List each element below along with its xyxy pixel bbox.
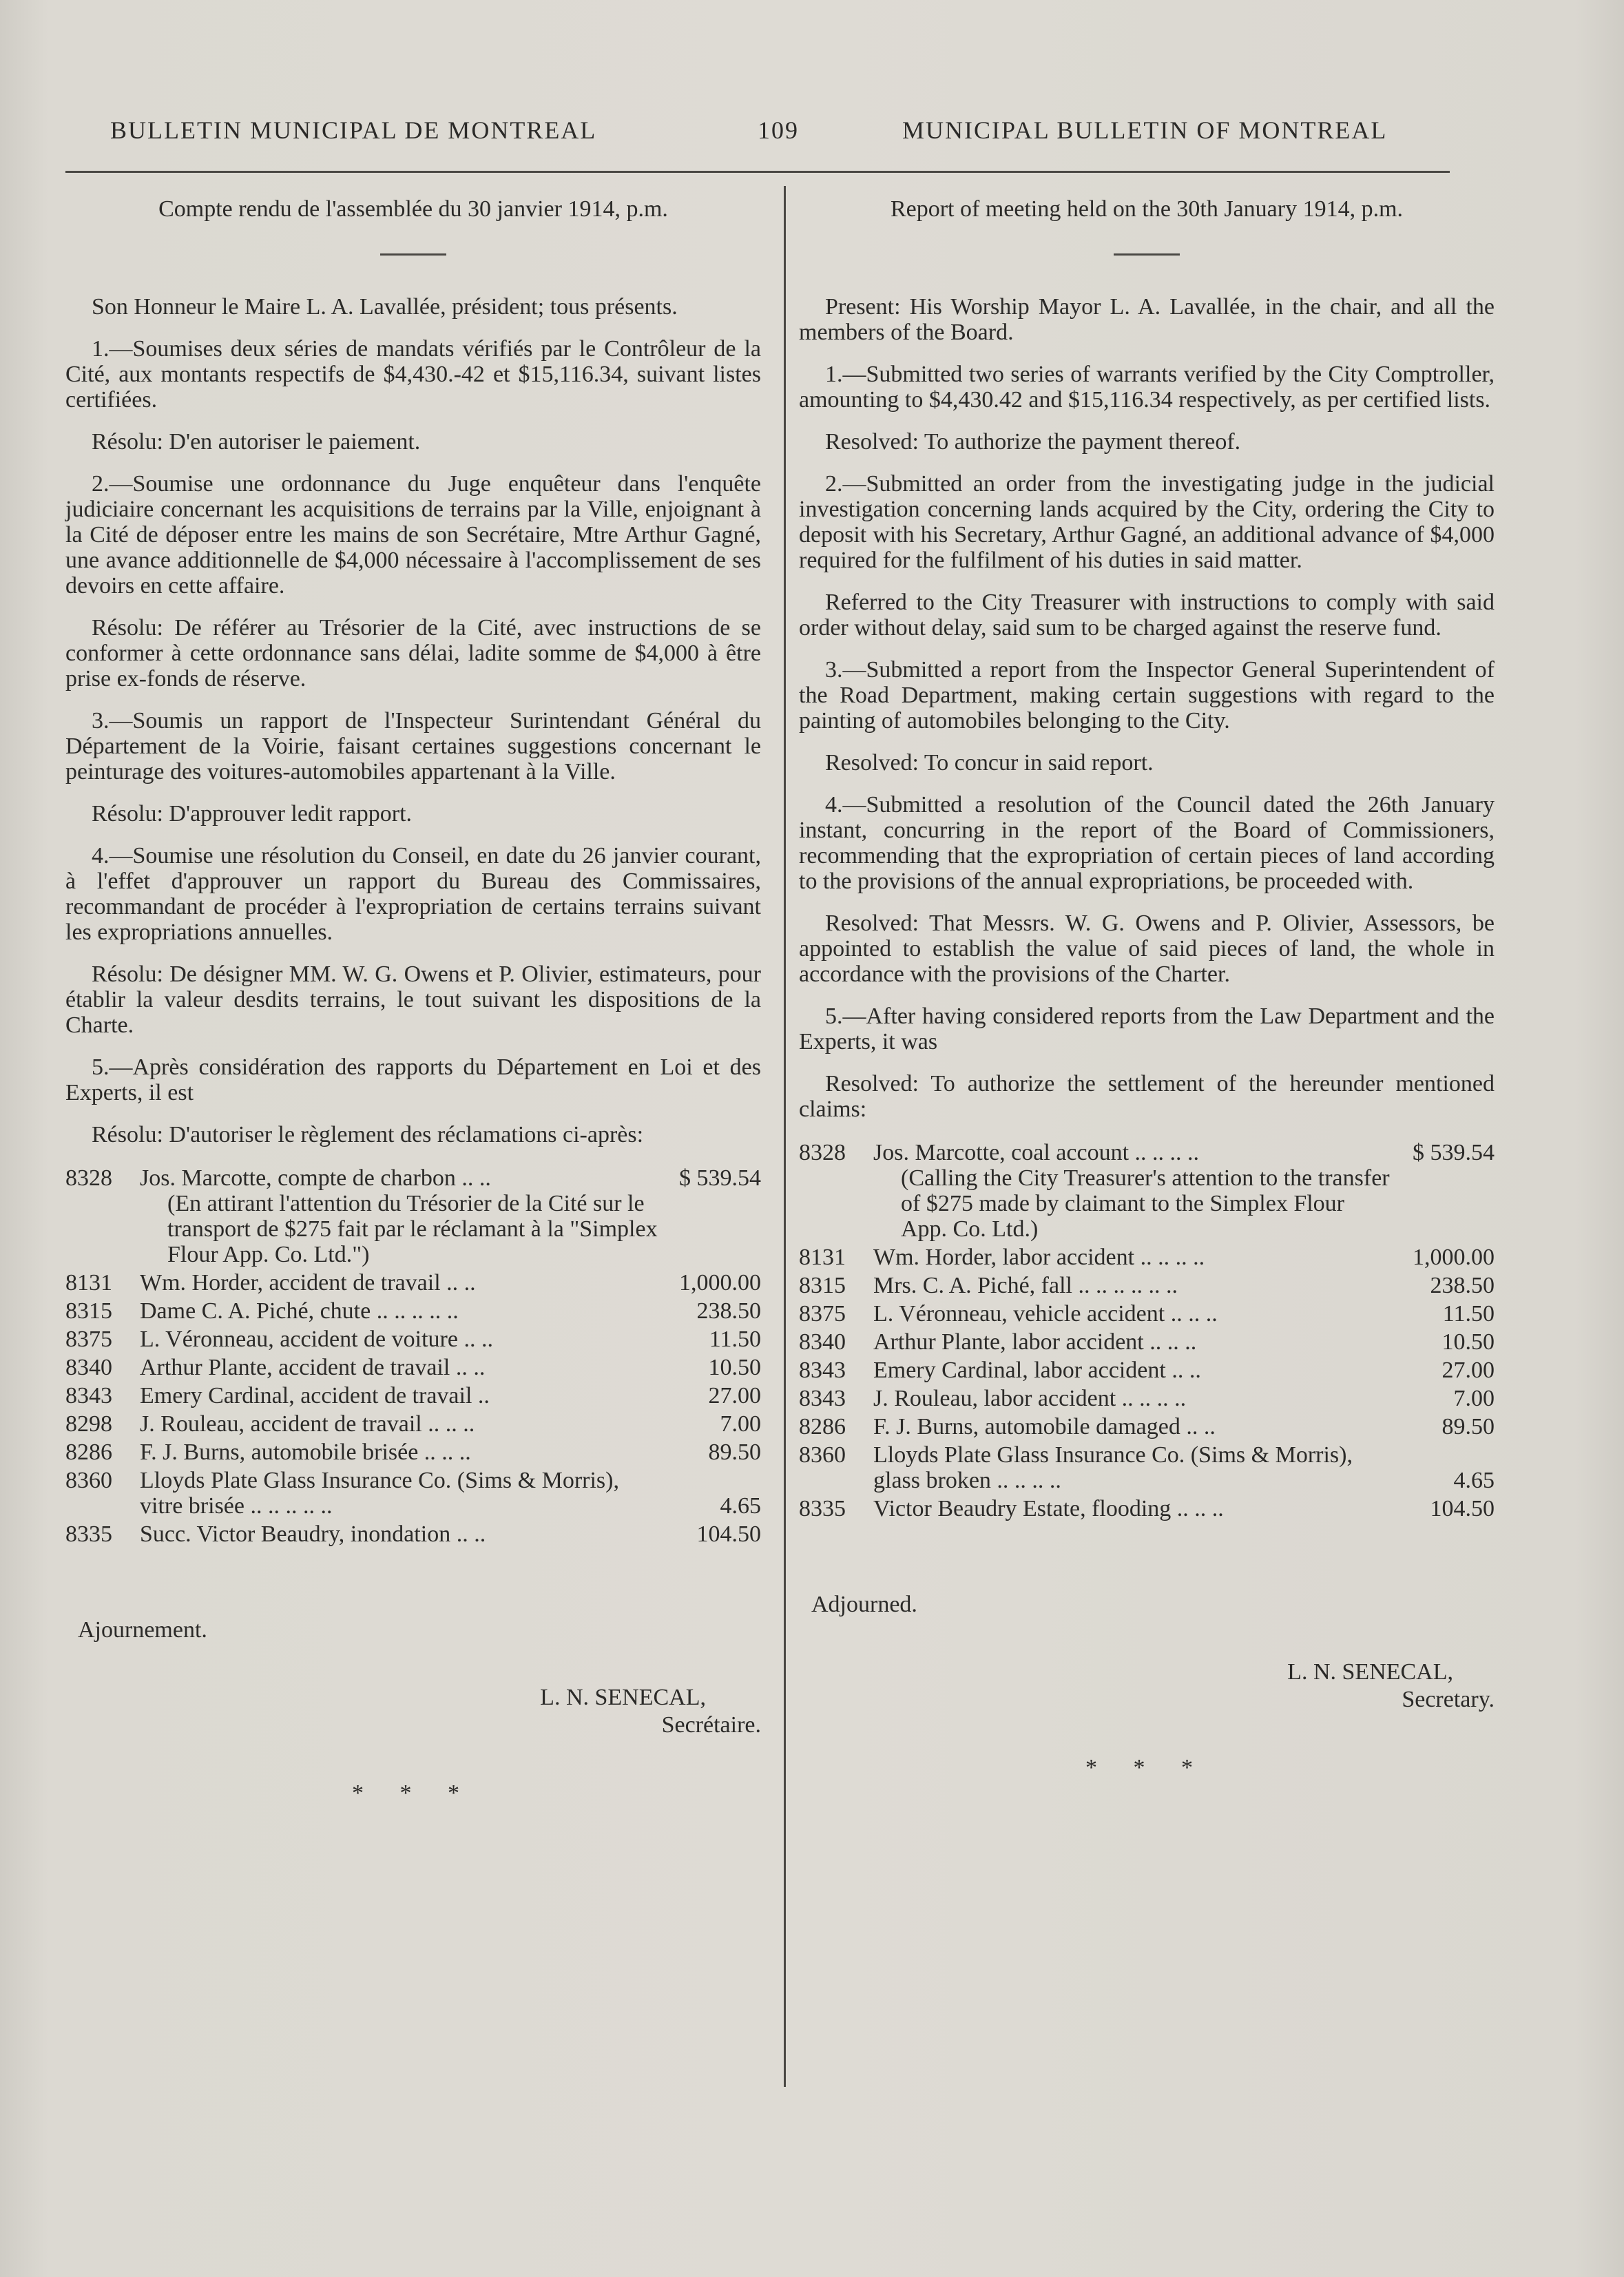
header-right-title: MUNICIPAL BULLETIN OF MONTREAL bbox=[902, 116, 1388, 144]
claim-description: Jos. Marcotte, coal account .. .. .. .. bbox=[873, 1140, 1200, 1165]
table-row bbox=[65, 1269, 761, 1297]
table-row bbox=[799, 1243, 1495, 1271]
claim-amount: 238.50 bbox=[696, 1298, 761, 1324]
table-row bbox=[799, 1271, 1495, 1300]
claim-number: 8343 bbox=[65, 1383, 112, 1408]
claim-number: 8360 bbox=[799, 1442, 846, 1468]
claim-description: J. Rouleau, labor accident .. .. .. .. bbox=[873, 1386, 1187, 1411]
table-row bbox=[799, 1328, 1495, 1356]
claim-amount: 104.50 bbox=[1430, 1496, 1495, 1521]
claim-number: 8335 bbox=[799, 1496, 846, 1521]
claim-amount: 1,000.00 bbox=[1413, 1245, 1495, 1270]
page-number: 109 bbox=[758, 116, 799, 144]
table-row bbox=[65, 1325, 761, 1353]
en-signature-title: Secretary. bbox=[1402, 1687, 1495, 1712]
claim-amount: 10.50 bbox=[708, 1355, 761, 1380]
claim-number: 8131 bbox=[799, 1245, 846, 1270]
en-resolution-4: Resolved: That Messrs. W. G. Owens and P. Olivier, Assessors, be appointed to establish the value of said pieces of land, the whole in accordance with the provisions of the Charter. bbox=[799, 911, 1495, 987]
claim-description: Emery Cardinal, labor accident .. .. bbox=[873, 1358, 1201, 1383]
claim-number: 8328 bbox=[799, 1140, 846, 1165]
en-item-1: 1.—Submitted two series of warrants verified by the City Comptroller, amounting to $4,430.42 and $15,116.34 respectively, as per certified lists. bbox=[799, 362, 1495, 413]
table-row bbox=[65, 1438, 761, 1466]
claim-description: Dame C. A. Piché, chute .. .. .. .. .. bbox=[140, 1298, 459, 1324]
claim-amount: 89.50 bbox=[708, 1439, 761, 1465]
claim-number: 8340 bbox=[799, 1329, 846, 1355]
en-section-stars: * * * bbox=[1085, 1755, 1208, 1780]
claim-number: 8343 bbox=[799, 1386, 846, 1411]
claim-description: Emery Cardinal, accident de travail .. bbox=[140, 1383, 490, 1408]
claim-number: 8315 bbox=[65, 1298, 112, 1324]
claim-number: 8375 bbox=[799, 1301, 846, 1327]
claim-description: J. Rouleau, accident de travail .. .. .. bbox=[140, 1411, 475, 1437]
claim-description: F. J. Burns, automobile brisée .. .. .. bbox=[140, 1439, 471, 1465]
en-item-4: 4.—Submitted a resolution of the Council dated the 26th January instant, concurring in the report of the Board of Commissioners, recommending that the expropriation of certain pieces of land according to the provisions of the annual expropriations, be proceeded with. bbox=[799, 792, 1495, 894]
fr-meeting-title: Compte rendu de l'assemblée du 30 janvier 1914, p.m. bbox=[158, 196, 668, 222]
fr-adjournment: Ajournement. bbox=[78, 1617, 207, 1643]
claim-amount: 89.50 bbox=[1441, 1414, 1495, 1439]
fr-item-5: 5.—Après considération des rapports du Département en Loi et des Experts, il est bbox=[65, 1054, 761, 1105]
table-row bbox=[65, 1520, 761, 1548]
en-title-rule bbox=[1114, 253, 1180, 256]
claim-number: 8343 bbox=[799, 1358, 846, 1383]
fr-item-1: 1.—Soumises deux séries de mandats vérifiés par le Contrôleur de la Cité, aux montants respectifs de $4,430.-42 et $15,116.34, suivant listes certifiées. bbox=[65, 336, 761, 413]
en-meeting-title: Report of meeting held on the 30th January 1914, p.m. bbox=[890, 196, 1404, 222]
en-signature: L. N. SENECAL, bbox=[1287, 1659, 1453, 1685]
claim-amount: 1,000.00 bbox=[679, 1270, 761, 1296]
french-column bbox=[65, 196, 761, 1806]
claim-description: Lloyds Plate Glass Insurance Co. (Sims & Morris), vitre brisée .. .. .. .. .. bbox=[140, 1468, 619, 1519]
claim-description: Lloyds Plate Glass Insurance Co. (Sims & Morris), glass broken .. .. .. .. bbox=[873, 1442, 1353, 1493]
claim-amount: 7.00 bbox=[1453, 1386, 1495, 1411]
claim-note: (Calling the City Treasurer's attention to the transfer of $275 made by claimant to the Simplex Flour App. Co. Ltd.) bbox=[901, 1165, 1390, 1242]
fr-resolution-4: Résolu: De désigner MM. W. G. Owens et P. Olivier, estimateurs, pour établir la valeur desdits terrains, le tout suivant les dispositions de la Charte. bbox=[65, 961, 761, 1038]
fr-resolution-2: Résolu: De référer au Trésorier de la Cité, avec instructions de se conformer à cette ordonnance sans délai, ladite somme de $4,000 à être prise ex-fonds de réserve. bbox=[65, 615, 761, 692]
fr-claims-table bbox=[65, 1164, 761, 1548]
table-row bbox=[799, 1300, 1495, 1328]
table-row bbox=[65, 1297, 761, 1325]
claim-description: L. Véronneau, vehicle accident .. .. .. bbox=[873, 1301, 1218, 1327]
table-row bbox=[799, 1138, 1495, 1243]
claim-amount: $ 539.54 bbox=[679, 1165, 761, 1191]
claim-amount: 27.00 bbox=[1441, 1358, 1495, 1383]
en-intro: Present: His Worship Mayor L. A. Lavallée, in the chair, and all the members of the Board. bbox=[799, 294, 1495, 345]
fr-item-2: 2.—Soumise une ordonnance du Juge enquêteur dans l'enquête judiciaire concernant les acquisitions de terrains par la Ville, enjoignant à la Cité de déposer entre les mains de son Secrétaire, Mtre Arthur Gagné, une avance additionnelle de $4,000 nécessaire à l'accomplissement de ses devoirs en cette affaire. bbox=[65, 471, 761, 599]
claim-amount: 7.00 bbox=[720, 1411, 761, 1437]
claim-number: 8286 bbox=[65, 1439, 112, 1465]
table-row bbox=[65, 1382, 761, 1410]
claim-description: F. J. Burns, automobile damaged .. .. bbox=[873, 1414, 1216, 1439]
table-row bbox=[799, 1413, 1495, 1441]
table-row bbox=[799, 1384, 1495, 1413]
fr-item-4: 4.—Soumise une résolution du Conseil, en date du 26 janvier courant, à l'effet d'approuver un rapport du Bureau des Commissaires, recommandant de procéder à l'expropriation de certains terrains suivant les expropriations annuelles. bbox=[65, 843, 761, 945]
claim-number: 8375 bbox=[65, 1327, 112, 1352]
claim-amount: 104.50 bbox=[696, 1521, 761, 1547]
en-item-5: 5.—After having considered reports from the Law Department and the Experts, it was bbox=[799, 1004, 1495, 1054]
claim-amount: 27.00 bbox=[708, 1383, 761, 1408]
claim-number: 8298 bbox=[65, 1411, 112, 1437]
claim-number: 8131 bbox=[65, 1270, 112, 1296]
table-row bbox=[65, 1410, 761, 1438]
claim-amount: 11.50 bbox=[1442, 1301, 1495, 1327]
en-resolution-5: Resolved: To authorize the settlement of the hereunder mentioned claims: bbox=[799, 1071, 1495, 1122]
claim-number: 8340 bbox=[65, 1355, 112, 1380]
claim-description: Wm. Horder, labor accident .. .. .. .. bbox=[873, 1245, 1205, 1270]
en-claims-table bbox=[799, 1138, 1495, 1523]
claim-description: Mrs. C. A. Piché, fall .. .. .. .. .. .. bbox=[873, 1273, 1178, 1298]
claim-number: 8335 bbox=[65, 1521, 112, 1547]
fr-section-stars: * * * bbox=[352, 1780, 475, 1806]
fr-intro: Son Honneur le Maire L. A. Lavallée, président; tous présents. bbox=[92, 294, 678, 320]
claim-description: Arthur Plante, accident de travail .. .. bbox=[140, 1355, 486, 1380]
claim-note: (En attirant l'attention du Trésorier de la Cité sur le transport de $275 fait par le réclamant à la "Simplex Flour App. Co. Ltd.") bbox=[167, 1191, 658, 1267]
en-resolution-3: Resolved: To concur in said report. bbox=[825, 750, 1154, 776]
en-resolution-1: Resolved: To authorize the payment thereof. bbox=[825, 429, 1241, 455]
fr-item-3: 3.—Soumis un rapport de l'Inspecteur Surintendant Général du Département de la Voirie, faisant certaines suggestions concernant le peinturage des voitures-automobiles appartenant à la Ville. bbox=[65, 708, 761, 784]
claim-amount: 4.65 bbox=[720, 1493, 761, 1519]
fr-signature: L. N. SENECAL, bbox=[540, 1685, 706, 1710]
fr-resolution-3: Résolu: D'approuver ledit rapport. bbox=[92, 801, 413, 826]
claim-description: Arthur Plante, labor accident .. .. .. bbox=[873, 1329, 1197, 1355]
header-divider bbox=[65, 171, 1450, 173]
table-row bbox=[799, 1495, 1495, 1523]
en-resolution-2: Referred to the City Treasurer with instructions to comply with said order without delay, said sum to be charged against the reserve fund. bbox=[799, 590, 1495, 641]
claim-description: Jos. Marcotte, compte de charbon .. .. bbox=[140, 1165, 491, 1191]
claim-amount: $ 539.54 bbox=[1413, 1140, 1495, 1165]
en-signature-block bbox=[799, 1659, 1495, 1714]
claim-amount: 238.50 bbox=[1430, 1273, 1495, 1298]
claim-number: 8328 bbox=[65, 1165, 112, 1191]
fr-signature-block bbox=[65, 1684, 761, 1739]
claim-number: 8360 bbox=[65, 1468, 112, 1493]
english-column bbox=[799, 196, 1495, 1780]
fr-resolution-5: Résolu: D'autoriser le règlement des réclamations ci-après: bbox=[92, 1122, 644, 1147]
en-item-2: 2.—Submitted an order from the investigating judge in the judicial investigation concerning lands acquired by the City, ordering the City to deposit with his Secretary, Arthur Gagné, an additional advance of $4,000 required for the fulfilment of his duties in said matter. bbox=[799, 471, 1495, 573]
claim-number: 8315 bbox=[799, 1273, 846, 1298]
table-row bbox=[65, 1353, 761, 1382]
en-adjournment: Adjourned. bbox=[811, 1592, 917, 1617]
claim-amount: 4.65 bbox=[1453, 1468, 1495, 1493]
claim-number: 8286 bbox=[799, 1414, 846, 1439]
claim-amount: 10.50 bbox=[1441, 1329, 1495, 1355]
table-row bbox=[65, 1466, 761, 1520]
header-left-title: BULLETIN MUNICIPAL DE MONTREAL bbox=[110, 116, 597, 144]
claim-description: Victor Beaudry Estate, flooding .. .. .. bbox=[873, 1496, 1224, 1521]
claim-description: L. Véronneau, accident de voiture .. .. bbox=[140, 1327, 493, 1352]
fr-title-rule bbox=[380, 253, 446, 256]
claim-description: Succ. Victor Beaudry, inondation .. .. bbox=[140, 1521, 486, 1547]
table-row bbox=[65, 1164, 761, 1269]
table-row bbox=[799, 1441, 1495, 1495]
en-item-3: 3.—Submitted a report from the Inspector General Superintendent of the Road Department, making certain suggestions with regard to the painting of automobiles belonging to the City. bbox=[799, 657, 1495, 734]
column-divider bbox=[784, 186, 786, 2087]
claim-description: Wm. Horder, accident de travail .. .. bbox=[140, 1270, 476, 1296]
table-row bbox=[799, 1356, 1495, 1384]
claim-amount: 11.50 bbox=[709, 1327, 761, 1352]
fr-signature-title: Secrétaire. bbox=[661, 1712, 761, 1738]
fr-resolution-1: Résolu: D'en autoriser le paiement. bbox=[92, 429, 421, 455]
